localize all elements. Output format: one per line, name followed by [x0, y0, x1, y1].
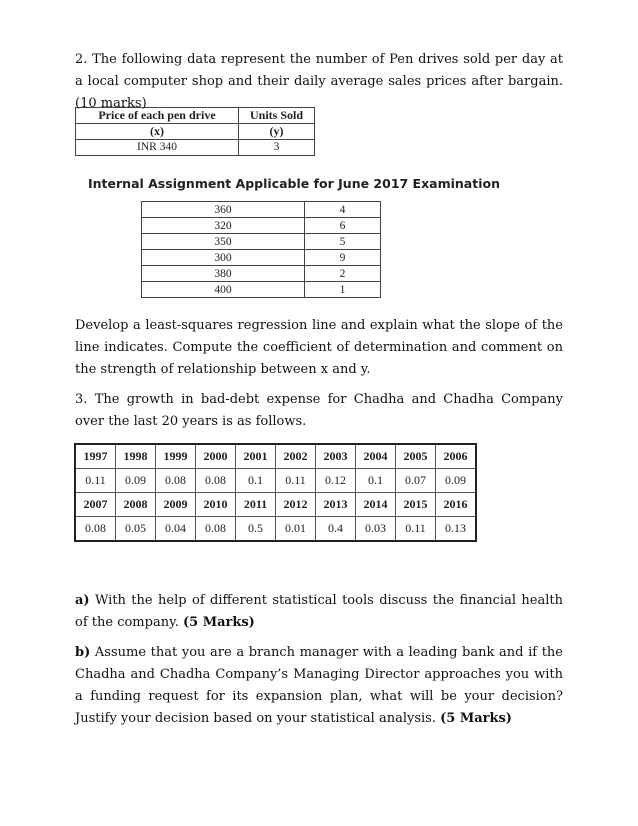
year-cell: 1998	[116, 444, 156, 469]
price-cell: 400	[142, 282, 305, 298]
year-cell: 2007	[75, 493, 116, 517]
value-cell: 0.07	[396, 469, 436, 493]
table-row-years	[75, 493, 476, 517]
value-cell: 0.09	[116, 469, 156, 493]
units-cell: 4	[305, 202, 381, 218]
year-cell: 2009	[156, 493, 196, 517]
value-cell: 0.04	[156, 517, 196, 542]
units-cell: 6	[305, 218, 381, 234]
year-cell: 2010	[196, 493, 236, 517]
year-cell: 1997	[75, 444, 116, 469]
value-cell: 0.11	[75, 469, 116, 493]
table-row-values	[75, 517, 476, 542]
year-cell: 2000	[196, 444, 236, 469]
table-row	[142, 218, 381, 234]
first-row-price: INR 340	[76, 140, 239, 156]
year-cell: 2002	[276, 444, 316, 469]
part-b-text: Assume that you are a branch manager with a leading bank and if the Chadha and Chadha Company’s Managing Director approaches you with a funding request for its expansion plan, what will be your decision? Justify your decision based on your statistical analysis.	[75, 645, 563, 726]
value-cell: 0.08	[196, 469, 236, 493]
table-row	[142, 202, 381, 218]
units-header-symbol: (y)	[239, 124, 315, 140]
year-cell: 2013	[316, 493, 356, 517]
year-cell: 1999	[156, 444, 196, 469]
q2-intro: 2. The following data represent the number of Pen drives sold per day at a local computer shop and their daily average sales prices after bargain. (10 marks)	[75, 52, 563, 111]
year-cell: 2001	[236, 444, 276, 469]
value-cell: 0.05	[116, 517, 156, 542]
units-cell: 5	[305, 234, 381, 250]
value-cell: 0.08	[196, 517, 236, 542]
table-row-years	[75, 444, 476, 469]
year-cell: 2006	[436, 444, 477, 469]
price-header: Price of each pen drive	[76, 108, 239, 124]
value-cell: 0.11	[276, 469, 316, 493]
table-row-values	[75, 469, 476, 493]
table-row	[142, 282, 381, 298]
value-cell: 0.4	[316, 517, 356, 542]
table-row	[142, 266, 381, 282]
q3-part-a	[75, 590, 563, 634]
units-cell: 9	[305, 250, 381, 266]
q2-question: Develop a least-squares regression line and explain what the slope of the line indicates. Compute the coefficient of determination and comment on the strength of relationship between x and y.	[75, 318, 563, 377]
value-cell: 0.03	[356, 517, 396, 542]
part-a-label: a)	[75, 593, 90, 608]
pen-drive-table-body	[141, 201, 381, 298]
value-cell: 0.09	[436, 469, 477, 493]
value-cell: 0.13	[436, 517, 477, 542]
value-cell: 0.1	[356, 469, 396, 493]
bad-debt-table	[74, 443, 477, 542]
exam-heading: Internal Assignment Applicable for June 2017 Examination	[88, 176, 500, 191]
units-cell: 1	[305, 282, 381, 298]
price-cell: 320	[142, 218, 305, 234]
year-cell: 2005	[396, 444, 436, 469]
table-row	[142, 234, 381, 250]
value-cell: 0.08	[156, 469, 196, 493]
first-row-units: 3	[239, 140, 315, 156]
value-cell: 0.12	[316, 469, 356, 493]
year-cell: 2016	[436, 493, 477, 517]
value-cell: 0.5	[236, 517, 276, 542]
value-cell: 0.1	[236, 469, 276, 493]
price-header-symbol: (x)	[76, 124, 239, 140]
year-cell: 2008	[116, 493, 156, 517]
q3-intro: 3. The growth in bad-debt expense for Chadha and Chadha Company over the last 20 years is as follows.	[75, 392, 563, 429]
part-a-marks: (5 Marks)	[182, 615, 255, 630]
q3-part-b	[75, 642, 563, 730]
units-header: Units Sold	[239, 108, 315, 124]
price-cell: 300	[142, 250, 305, 266]
year-cell: 2012	[276, 493, 316, 517]
value-cell: 0.01	[276, 517, 316, 542]
year-cell: 2014	[356, 493, 396, 517]
price-cell: 350	[142, 234, 305, 250]
part-a-text: With the help of different statistical tools discuss the financial health of the company.	[75, 593, 563, 630]
year-cell: 2011	[236, 493, 276, 517]
part-b-marks: (5 Marks)	[440, 711, 512, 726]
units-cell: 2	[305, 266, 381, 282]
price-cell: 380	[142, 266, 305, 282]
year-cell: 2015	[396, 493, 436, 517]
value-cell: 0.11	[396, 517, 436, 542]
year-cell: 2004	[356, 444, 396, 469]
price-cell: 360	[142, 202, 305, 218]
part-b-label: b)	[75, 645, 91, 660]
pen-drive-table-header	[75, 107, 315, 156]
value-cell: 0.08	[75, 517, 116, 542]
year-cell: 2003	[316, 444, 356, 469]
table-row	[142, 250, 381, 266]
